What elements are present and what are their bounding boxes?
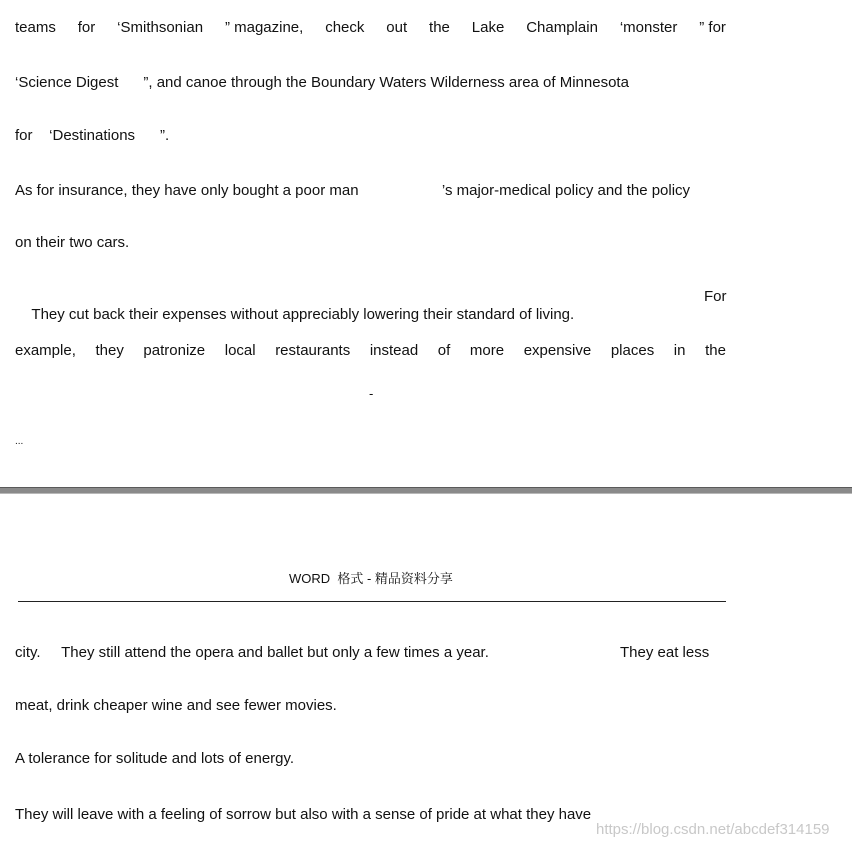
word: teams: [15, 19, 56, 36]
paragraph-line-6: [15, 288, 574, 342]
word: for: [77, 19, 96, 36]
word: Champlain: [526, 19, 598, 36]
word: Lake: [471, 19, 505, 36]
word: places: [610, 342, 655, 359]
hyphen-mark: -: [369, 386, 374, 401]
word: out: [386, 19, 408, 36]
word: expensive: [523, 342, 592, 359]
paragraph-line-8: city. They still attend the opera and ballet but only a few times a year.: [15, 644, 489, 661]
word: they: [95, 342, 124, 359]
word: ” for: [699, 19, 726, 36]
page-header: WORD 格式 - 精品资料分享: [289, 571, 453, 586]
word: check: [325, 19, 365, 36]
word: local: [224, 342, 256, 359]
watermark-url: https://blog.csdn.net/abcdef314159: [596, 821, 830, 838]
word: the: [705, 342, 726, 359]
ellipsis-mark: ...: [15, 436, 24, 447]
word: example,: [15, 342, 76, 359]
paragraph-line-1: [15, 19, 726, 37]
paragraph-line-5: on their two cars.: [15, 234, 130, 251]
word: ‘Smithsonian: [117, 19, 204, 36]
paragraph-line-6-right: For: [704, 288, 727, 305]
header-rule: [18, 601, 726, 602]
paragraph-line-3: for ‘Destinations ”.: [15, 127, 170, 144]
paragraph-line-6-left: They cut back their expenses without appreciably lowering their standard of living.: [31, 306, 575, 323]
paragraph-line-11: They will leave with a feeling of sorrow but also with a sense of pride at what they have: [15, 806, 592, 823]
word: of: [437, 342, 451, 359]
paragraph-line-10: A tolerance for solitude and lots of energy.: [15, 750, 295, 767]
word: in: [673, 342, 686, 359]
paragraph-line-9: meat, drink cheaper wine and see fewer movies.: [15, 697, 337, 714]
word: restaurants: [275, 342, 351, 359]
word: more: [469, 342, 505, 359]
paragraph-line-4: As for insurance, they have only bought a poor man ’s major-medical policy and the policy: [15, 182, 691, 199]
paragraph-line-2: ‘Science Digest ”, and canoe through the Boundary Waters Wilderness area of Minnesota: [15, 74, 629, 91]
word: patronize: [143, 342, 206, 359]
word: the: [429, 19, 450, 36]
paragraph-line-7: [15, 342, 726, 360]
page-break-divider: [0, 487, 852, 494]
word: ‘monster: [619, 19, 678, 36]
word: ” magazine,: [224, 19, 304, 36]
word: instead: [369, 342, 419, 359]
paragraph-line-8-right: They eat less: [620, 644, 710, 661]
